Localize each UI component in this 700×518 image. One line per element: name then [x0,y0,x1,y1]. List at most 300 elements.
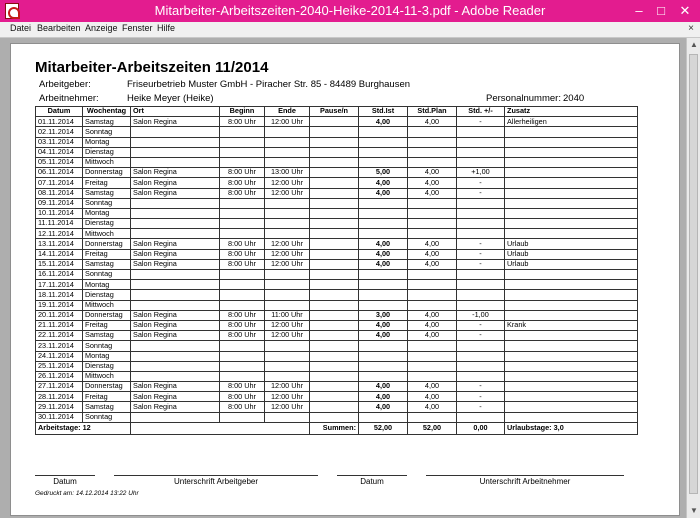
table-cell: 30.11.2014 [36,412,83,422]
table-cell: Freitag [83,320,131,330]
table-cell: Mittwoch [83,300,131,310]
table-cell [310,402,359,412]
table-cell: 4,00 [359,249,408,259]
table-cell [408,208,457,218]
table-cell [359,219,408,229]
table-cell [457,229,505,239]
table-cell [265,157,310,167]
table-cell: Dienstag [83,147,131,157]
scroll-down-icon[interactable]: ▼ [690,506,698,515]
col-header: Ort [131,107,220,117]
table-cell [359,127,408,137]
table-row [36,341,638,351]
table-cell [310,290,359,300]
table-cell: 12:00 Uhr [265,402,310,412]
table-row [36,219,638,229]
table-cell [265,300,310,310]
table-cell [457,198,505,208]
employee-value: Heike Meyer (Heike) [127,93,214,104]
table-cell: Mittwoch [83,371,131,381]
table-cell [131,371,220,381]
table-cell: 8:00 Uhr [220,331,265,341]
table-row [36,127,638,137]
employer-label: Arbeitgeber: [39,79,91,90]
table-cell: 4,00 [408,402,457,412]
table-cell: Urlaub [505,259,638,269]
table-cell [505,331,638,341]
table-cell [505,157,638,167]
table-cell: 8:00 Uhr [220,320,265,330]
table-cell: Salon Regina [131,320,220,330]
table-cell [131,361,220,371]
table-cell: Salon Regina [131,188,220,198]
menu-anzeige[interactable]: Anzeige [85,23,118,33]
signature-line [426,475,624,476]
col-header: Pause/n [310,107,359,117]
table-cell [505,168,638,178]
table-cell: 4,00 [408,178,457,188]
table-cell [310,157,359,167]
table-cell: 07.11.2014 [36,178,83,188]
table-cell: 19.11.2014 [36,300,83,310]
table-cell [310,341,359,351]
document-title: Mitarbeiter-Arbeitszeiten 11/2014 [35,59,269,76]
table-cell [457,137,505,147]
table-cell [265,198,310,208]
table-cell [310,270,359,280]
table-cell [457,270,505,280]
table-cell [131,219,220,229]
table-cell: Sonntag [83,412,131,422]
table-cell: 8:00 Uhr [220,239,265,249]
table-cell [457,361,505,371]
table-cell [265,351,310,361]
table-cell [220,270,265,280]
table-cell [408,300,457,310]
table-cell [265,219,310,229]
table-cell: 12:00 Uhr [265,188,310,198]
table-cell: Donnerstag [83,382,131,392]
table-cell: 27.11.2014 [36,382,83,392]
table-cell [220,219,265,229]
table-cell: 11.11.2014 [36,219,83,229]
table-cell: - [457,320,505,330]
table-cell: 8:00 Uhr [220,402,265,412]
table-cell: Dienstag [83,219,131,229]
table-cell: 05.11.2014 [36,157,83,167]
table-cell [220,280,265,290]
table-cell: 18.11.2014 [36,290,83,300]
table-row [36,392,638,402]
table-cell [359,290,408,300]
table-cell [220,371,265,381]
table-cell [408,351,457,361]
table-cell [359,280,408,290]
table-cell: Dienstag [83,290,131,300]
table-cell: Samstag [83,259,131,269]
table-cell [131,208,220,218]
table-cell [265,290,310,300]
table-row [36,117,638,127]
table-cell: Samstag [83,188,131,198]
table-cell: 3,00 [359,310,408,320]
table-cell [310,392,359,402]
table-cell [310,259,359,269]
table-cell [131,351,220,361]
table-cell: Krank [505,320,638,330]
table-cell [220,412,265,422]
table-cell [310,412,359,422]
table-cell [310,331,359,341]
table-cell [310,361,359,371]
table-cell [359,198,408,208]
table-cell: 4,00 [408,259,457,269]
signature-date-label: Datum [53,477,77,486]
table-cell: Montag [83,351,131,361]
table-cell: Montag [83,137,131,147]
table-cell: Salon Regina [131,310,220,320]
table-cell: 4,00 [408,117,457,127]
table-cell [310,219,359,229]
table-cell: - [457,402,505,412]
table-cell: Freitag [83,392,131,402]
table-cell [457,351,505,361]
table-cell [505,300,638,310]
table-cell [408,198,457,208]
signature-line [35,475,95,476]
table-cell: 09.11.2014 [36,198,83,208]
table-cell [265,371,310,381]
table-cell [457,219,505,229]
table-cell: 12:00 Uhr [265,117,310,127]
table-cell: 14.11.2014 [36,249,83,259]
col-header: Std.Ist [359,107,408,117]
table-cell [359,157,408,167]
document-viewer [0,38,700,518]
table-row [36,412,638,422]
table-cell [310,168,359,178]
table-cell [408,147,457,157]
table-cell: 8:00 Uhr [220,310,265,320]
table-cell: Sonntag [83,127,131,137]
table-cell: Samstag [83,117,131,127]
table-cell [359,137,408,147]
table-cell [310,310,359,320]
employer-signature-label: Unterschrift Arbeitgeber [173,477,259,486]
signature-line [337,475,407,476]
table-cell: Urlaub [505,239,638,249]
table-cell [131,412,220,422]
table-row [36,229,638,239]
table-cell [359,147,408,157]
table-cell [505,127,638,137]
table-cell: 4,00 [359,382,408,392]
table-cell [265,270,310,280]
table-cell [408,290,457,300]
col-header: Beginn [220,107,265,117]
table-cell: 4,00 [359,402,408,412]
sums-label: Summen: [310,422,359,434]
close-button[interactable]: ✕ [679,3,691,18]
table-cell [408,127,457,137]
table-cell: 21.11.2014 [36,320,83,330]
table-cell: 10.11.2014 [36,208,83,218]
table-cell [310,382,359,392]
table-cell [220,229,265,239]
table-cell [310,137,359,147]
table-cell: Salon Regina [131,249,220,259]
table-cell: 08.11.2014 [36,188,83,198]
table-cell: 11:00 Uhr [265,310,310,320]
table-cell: 4,00 [359,259,408,269]
table-cell [359,300,408,310]
table-cell: 8:00 Uhr [220,392,265,402]
table-row [36,137,638,147]
table-cell [505,351,638,361]
table-cell [310,280,359,290]
table-cell [408,157,457,167]
table-cell [359,208,408,218]
table-cell: Montag [83,280,131,290]
table-cell [457,208,505,218]
table-cell: 4,00 [408,168,457,178]
table-row [36,361,638,371]
table-cell [265,127,310,137]
window-titlebar[interactable] [0,0,700,22]
minimize-button[interactable]: – [635,3,643,18]
table-cell: - [457,382,505,392]
col-header: Ende [265,107,310,117]
table-cell: Samstag [83,331,131,341]
table-cell: 12:00 Uhr [265,392,310,402]
table-cell [457,147,505,157]
table-cell [457,371,505,381]
employee-label: Arbeitnehmer: [39,93,99,104]
table-cell [310,208,359,218]
scroll-thumb[interactable] [689,54,698,494]
table-cell [131,147,220,157]
table-cell: 23.11.2014 [36,341,83,351]
table-cell [265,341,310,351]
table-cell [457,127,505,137]
timesheet-table [35,106,638,435]
table-cell [220,290,265,300]
table-cell [359,229,408,239]
table-cell: 4,00 [359,188,408,198]
table-row [36,290,638,300]
table-cell: 02.11.2014 [36,127,83,137]
table-cell: Salon Regina [131,392,220,402]
table-cell [310,371,359,381]
table-cell [505,371,638,381]
table-cell: +1,00 [457,168,505,178]
table-cell: 24.11.2014 [36,351,83,361]
table-cell [131,137,220,147]
table-cell: Freitag [83,178,131,188]
table-header-row [36,107,638,117]
table-cell: 12:00 Uhr [265,320,310,330]
table-cell: 8:00 Uhr [220,259,265,269]
table-cell [131,300,220,310]
table-cell [505,280,638,290]
pdf-page [10,43,680,516]
table-row [36,188,638,198]
table-cell [265,229,310,239]
table-row [36,351,638,361]
table-cell [505,341,638,351]
signature-line [114,475,318,476]
table-cell [457,341,505,351]
table-cell: Dienstag [83,361,131,371]
table-cell: 12:00 Uhr [265,178,310,188]
sum-diff: 0,00 [457,422,505,434]
table-cell: 4,00 [408,310,457,320]
table-cell [220,157,265,167]
menu-fenster[interactable]: Fenster [122,23,153,33]
table-row [36,239,638,249]
table-cell [265,280,310,290]
table-cell [310,188,359,198]
table-row [36,371,638,381]
table-cell: 12.11.2014 [36,229,83,239]
table-cell [220,361,265,371]
scroll-up-icon[interactable]: ▲ [690,40,698,49]
table-row [36,280,638,290]
table-cell: 25.11.2014 [36,361,83,371]
workdays-total: Arbeitstage: 12 [36,422,131,434]
table-cell [359,361,408,371]
table-cell [220,208,265,218]
table-cell: - [457,117,505,127]
employee-signature-label: Unterschrift Arbeitnehmer [479,477,571,486]
table-cell: Salon Regina [131,259,220,269]
table-cell [310,249,359,259]
table-cell: 4,00 [408,320,457,330]
table-cell: Donnerstag [83,168,131,178]
table-cell: 4,00 [359,117,408,127]
menu-datei[interactable]: Datei [10,23,32,33]
table-cell [505,188,638,198]
table-cell [408,341,457,351]
table-cell [131,290,220,300]
table-cell: Salon Regina [131,117,220,127]
table-cell [310,198,359,208]
table-cell: Montag [83,208,131,218]
table-cell [505,310,638,320]
table-cell: - [457,392,505,402]
document-close-icon[interactable]: × [688,23,694,34]
table-cell: 4,00 [408,239,457,249]
table-cell: 4,00 [359,392,408,402]
table-cell [220,198,265,208]
table-cell: 12:00 Uhr [265,259,310,269]
table-row [36,300,638,310]
table-cell [265,137,310,147]
table-row [36,382,638,392]
printed-timestamp: Gedruckt am: 14.12.2014 13:22 Uhr [35,490,139,497]
table-cell: 4,00 [408,392,457,402]
table-cell [265,412,310,422]
table-cell: Sonntag [83,270,131,280]
table-row [36,208,638,218]
table-cell [131,341,220,351]
table-cell: 12:00 Uhr [265,382,310,392]
table-cell [310,239,359,249]
table-cell [505,361,638,371]
col-header: Datum [36,107,83,117]
table-cell: 8:00 Uhr [220,178,265,188]
table-cell [408,412,457,422]
table-cell [359,341,408,351]
table-cell: 13:00 Uhr [265,168,310,178]
employer-value: Friseurbetrieb Muster GmbH - Piracher Str. 85 - 84489 Burghausen [127,79,411,90]
table-cell [408,371,457,381]
table-cell: 12:00 Uhr [265,239,310,249]
menu-bearbeiten[interactable]: Bearbeiten [37,23,81,33]
table-cell [457,300,505,310]
table-cell [310,127,359,137]
table-cell: Allerheiligen [505,117,638,127]
table-cell [505,137,638,147]
table-cell: 8:00 Uhr [220,249,265,259]
table-cell [131,198,220,208]
table-row [36,249,638,259]
table-cell [265,361,310,371]
table-row [36,168,638,178]
table-cell [359,371,408,381]
table-cell [220,300,265,310]
col-header: Wochentag [83,107,131,117]
table-cell: 4,00 [408,331,457,341]
table-cell: Salon Regina [131,331,220,341]
table-cell [359,412,408,422]
table-cell: Salon Regina [131,168,220,178]
table-cell: - [457,249,505,259]
sum-plan: 52,00 [408,422,457,434]
table-cell: Mittwoch [83,157,131,167]
table-cell: 12:00 Uhr [265,331,310,341]
table-cell: Urlaub [505,249,638,259]
table-cell: - [457,331,505,341]
vertical-scrollbar[interactable] [686,38,700,518]
menu-hilfe[interactable]: Hilfe [157,23,176,33]
table-cell: 4,00 [359,331,408,341]
table-cell [505,219,638,229]
table-cell [310,147,359,157]
table-cell [131,280,220,290]
maximize-button[interactable]: □ [657,3,665,18]
col-header: Std. +/- [457,107,505,117]
table-cell [310,320,359,330]
table-cell: 01.11.2014 [36,117,83,127]
table-cell: Salon Regina [131,382,220,392]
table-cell [310,229,359,239]
table-cell [310,117,359,127]
table-cell [457,290,505,300]
table-row [36,157,638,167]
table-cell [220,127,265,137]
col-header: Zusatz [505,107,638,117]
table-cell: Donnerstag [83,239,131,249]
table-row [36,320,638,330]
table-cell: 4,00 [359,320,408,330]
table-row [36,259,638,269]
table-cell: 04.11.2014 [36,147,83,157]
table-row [36,198,638,208]
table-cell [505,392,638,402]
table-cell: - [457,178,505,188]
table-cell: Salon Regina [131,178,220,188]
